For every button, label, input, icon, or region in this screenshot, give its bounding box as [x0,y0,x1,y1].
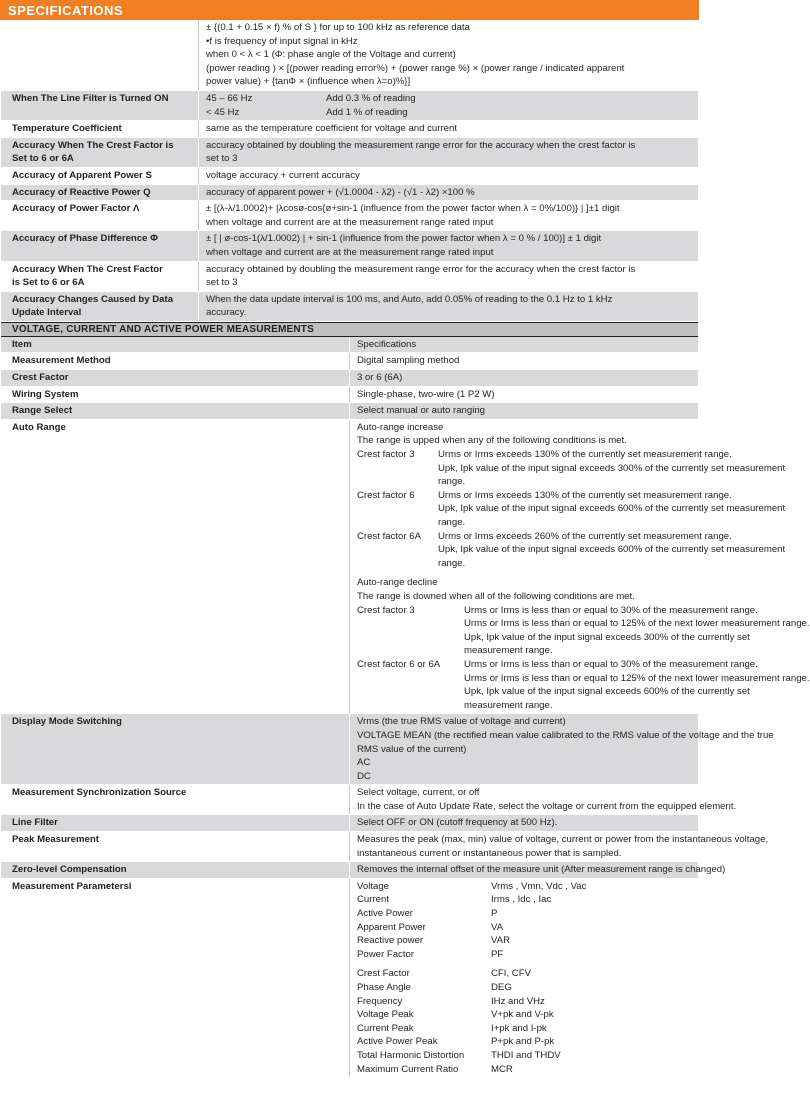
auto-up-condition-line: Urms or Irms exceeds 260% of the currently set measurement range. [438,530,732,542]
parameter [357,934,694,948]
value-line: same as the temperature coefficient for voltage and current [206,123,457,135]
spec-value [350,386,699,403]
parameter-key: Voltage Peak [357,1009,414,1021]
label-line: Accuracy When The Crest Factor is [12,139,174,151]
label-line: Update Interval [12,307,82,319]
spec-row [1,403,698,420]
parameter-line: P [491,908,498,920]
line-filter-condition-line: Add 1 % of reading [326,106,408,118]
spec-value [199,137,699,167]
auto-up-condition-line: range. [438,476,466,488]
parameter-value [491,995,694,1009]
spec-row [1,832,698,862]
label-line: Set to 6 or 6A [12,153,74,165]
label-line: Accuracy Changes Caused by Data [12,293,174,305]
spec-label: Crest Factor [1,370,350,387]
auto-down-condition-line: Upk, Ipk value of the input signal exceeds 600% of the currently set [464,686,750,698]
value-line: 3 or 6 (6A) [357,372,403,384]
auto-up-condition [357,530,786,571]
spec-value [350,370,699,387]
value-line: ± [(λ-λ/1.0002)+ |λcosø-cos{ø+sin-1 (influence from the power factor when λ = 0%/100)} | ]±1 digit [206,203,620,215]
spec-label: Accuracy of Reactive Power Q [1,184,199,201]
intro-line: when 0 < λ < 1 (Φ: phase angle of the Voltage and current) [206,49,456,61]
auto-up-condition [357,448,786,489]
spec-row [1,353,698,370]
parameter-value [491,907,694,921]
auto-up-condition-line: Upk, Ipk value of the input signal exceeds 300% of the currently set measurement [438,462,786,474]
spec-value [199,231,699,261]
auto-down-condition-line: Upk, Ipk value of the input signal exceeds 300% of the currently set [464,631,750,643]
spec-row [1,231,698,261]
parameter-key: Reactive power [357,935,424,947]
spec-label: Range Select [1,403,350,420]
auto-down-condition [357,604,810,658]
spec-label: When The Line Filter is Turned ON [1,90,199,120]
spec-row [1,419,698,713]
parameter-key: Active Power Peak [357,1036,438,1048]
value-line: set to 3 [206,277,238,289]
spec-value [199,167,699,184]
parameter-key: Voltage [357,880,390,892]
spec-row [1,137,698,167]
parameter-line: THDI and THDV [491,1049,561,1061]
label-line: is Set to 6 or 6A [12,277,85,289]
parameter [357,907,694,921]
parameter-value [491,1035,694,1049]
auto-down-intro: The range is downed when all of the following conditions are met. [357,590,635,602]
parameter-key: Maximum Current Ratio [357,1063,459,1075]
spec-value [199,20,699,90]
spec-value [350,785,737,815]
spec-row [1,336,698,353]
auto-down-condition-line: Urms or Irms is less than or equal to 30% of the measurement range. [464,658,758,670]
value-line: accuracy obtained by doubling the measurement range error for the accuracy when the crest factor is [206,263,636,275]
spec-value [350,815,699,832]
parameter [357,1035,694,1049]
parameter-line: MCR [491,1063,513,1075]
value-line: accuracy. [206,307,247,319]
spec-label [1,20,199,90]
spec-row [1,862,698,879]
auto-down-condition-value [464,604,810,658]
parameter-key: Power Factor [357,948,415,960]
auto-up-title: Auto-range increase [357,421,444,433]
intro-line: power value) + {tanΦ × (influence when λ=o)%}] [206,76,411,88]
parameter-value [491,948,694,962]
filter-line: Select OFF or ON (cutoff frequency at 500 Hz). [357,817,558,829]
auto-up-condition-value [438,530,785,571]
parameter-value [491,921,694,935]
line-filter-condition-key: 45 – 66 Hz [206,92,253,104]
auto-down-title: Auto-range decline [357,577,438,589]
spec-label: Auto Range [1,419,350,713]
spec-label [1,261,199,291]
parameter [357,1022,694,1036]
spec-label: Zero-level Compensation [1,862,350,879]
label-line: Accuracy When The Crest Factor [12,263,163,275]
auto-down-condition-line: Urms or Irms is less than or equal to 125% of the next lower measurement range. [464,672,810,684]
spec-value [199,261,699,291]
spec-row [1,90,698,120]
auto-up-condition-line: Upk, Ipk value of the input signal exceeds 600% of the currently set measurement [438,544,786,556]
auto-down-condition-line: measurement range. [464,645,553,657]
auto-up-condition-line: Urms or Irms exceeds 130% of the currently set measurement range. [438,449,732,461]
zero-line: Removes the internal offset of the measure unit (After measurement range is changed) [357,864,726,876]
parameter-line: PF [491,948,504,960]
parameter-line: Irms , Idc , Iac [491,894,552,906]
auto-down-condition-key: Crest factor 3 [357,604,415,616]
display-line: AC [357,757,371,769]
spec-row [1,261,698,291]
intro-line: •f is frequency of input signal in kHz [206,35,358,47]
spec-value [199,121,699,138]
value-line: set to 3 [206,153,238,165]
spec-label: Line Filter [1,815,350,832]
auto-up-condition-line: range. [438,557,466,569]
parameter [357,948,694,962]
value-line: ± [ | ø-cos-1(λ/1.0002) | + sin-1 (influence from the power factor when λ = 0 % / 100)] ± 1 digit [206,233,602,245]
line-filter-condition-value [326,92,694,106]
spec-label: Item [1,336,350,353]
parameter [357,981,694,995]
auto-up-intro: The range is upped when any of the following conditions is met. [357,435,627,447]
spec-value [350,878,699,1077]
auto-up-condition-value [438,448,785,489]
display-line: RMS value of the current) [357,743,467,755]
spec-row [1,167,698,184]
auto-down-condition-line: Urms or Irms is less than or equal to 125% of the next lower measurement range. [464,618,810,630]
parameter-line: P+pk and P-pk [491,1036,555,1048]
parameter-line: VAR [491,935,511,947]
spec-value [350,419,810,713]
auto-up-condition-line: Upk, Ipk value of the input signal exceeds 600% of the currently set measurement [438,503,786,515]
specifications-header: SPECIFICATIONS [0,0,699,20]
parameter-value [491,880,694,894]
intro-line: (power reading ) × [(power reading error%) + (power range %) × (power range / indicated apparent [206,62,625,74]
parameter-value [491,1049,694,1063]
parameter-value [491,981,694,995]
parameter-key: Total Harmonic Distortion [357,1049,465,1061]
spec-label: Peak Measurement [1,832,350,862]
value-line: when voltage and current are at the measurement range rated input [206,216,494,228]
line-filter-condition-key: < 45 Hz [206,106,240,118]
spec-value [199,291,699,321]
parameter [357,967,694,981]
spec-label: Accuracy of Phase Difference Φ [1,231,199,261]
value-line: Single-phase, two-wire (1 P2 W) [357,388,495,400]
spec-label: Accuracy of Power Factor Λ [1,201,199,231]
display-line: DC [357,770,371,782]
parameter-line: CFI, CFV [491,968,531,980]
spec-value [350,353,699,370]
display-line: Vrms (the true RMS value of voltage and current) [357,716,566,728]
auto-down-condition-line: measurement range. [464,699,553,711]
spec-row [1,184,698,201]
spec-label: Measurement Parametersl [1,878,350,1077]
spec-row [1,785,698,815]
auto-up-condition-key: Crest factor 6 [357,489,415,501]
spec-row [1,386,698,403]
spec-row [1,370,698,387]
parameter-key: Phase Angle [357,982,411,993]
line-filter-condition-value [326,106,694,120]
parameter-value [491,1063,694,1077]
value-line: Specifications [357,338,417,350]
parameter [357,1008,694,1022]
parameter-value [491,893,694,907]
auto-up-condition-line: Urms or Irms exceeds 130% of the currently set measurement range. [438,489,732,501]
section-title: VOLTAGE, CURRENT AND ACTIVE POWER MEASUREMENTS [1,322,698,336]
spec-value [199,184,699,201]
parameter [357,880,694,894]
spec-value [199,201,699,231]
auto-up-condition-value [438,489,785,530]
parameter [357,1049,694,1063]
auto-up-condition-key: Crest factor 6A [357,530,421,542]
auto-up-condition-key: Crest factor 3 [357,449,415,461]
spec-value [350,403,699,420]
value-line: voltage accuracy + current accuracy [206,169,360,181]
parameter-key: Crest Factor [357,968,410,980]
parameter-key: Current Peak [357,1022,414,1034]
measurement-table [1,322,810,1078]
parameter-key: Current [357,894,389,906]
spec-row [1,714,698,785]
parameter [357,921,694,935]
spec-row [1,201,698,231]
parameter-line: I+pk and I-pk [491,1022,547,1034]
parameter-line: DEG [491,982,512,993]
auto-down-condition-key: Crest factor 6 or 6A [357,658,441,670]
spec-label: Temperature Coefficient [1,121,199,138]
spec-value [199,90,699,120]
parameter-key: Apparent Power [357,921,426,933]
spec-table [1,20,698,322]
spec-label: Wiring System [1,386,350,403]
display-line: VOLTAGE MEAN (the rectified mean value calibrated to the RMS value of the voltage and the true [357,729,774,741]
value-line: Digital sampling method [357,355,460,367]
spec-label: Measurement Synchronization Source [1,785,350,815]
spec-value [350,714,774,785]
line-filter-condition [206,106,694,120]
spec-label [1,291,199,321]
sync-line: In the case of Auto Update Rate, select the voltage or current from the equipped element. [357,800,737,812]
spec-row [1,815,698,832]
spec-value [350,862,726,879]
parameter-value [491,967,694,981]
spec-label: Display Mode Switching [1,714,350,785]
parameter [357,1063,694,1077]
parameter-line: Vrms , Vmn, Vdc , Vac [491,880,587,892]
parameter-line: IHz and VHz [491,995,545,1007]
value-line: Select manual or auto ranging [357,405,485,417]
parameter [357,995,694,1009]
line-filter-condition [206,92,694,106]
spec-row [1,878,698,1077]
intro-line: ± {(0.1 + 0.15 × f) % of S } for up to 100 kHz as reference data [206,22,470,33]
parameter-key: Frequency [357,995,403,1007]
spec-value [350,336,699,353]
line-filter-condition-line: Add 0.3 % of reading [326,92,416,104]
parameter-line: V+pk and V-pk [491,1009,554,1021]
auto-up-condition-line: range. [438,517,466,528]
spec-label [1,137,199,167]
spec-row [1,291,698,321]
spec-row [1,20,698,90]
auto-down-condition [357,658,810,712]
value-line: when voltage and current are at the measurement range rated input [206,246,494,258]
parameter-key: Active Power [357,908,413,920]
spec-row [1,121,698,138]
parameter-value [491,934,694,948]
peak-line: instantaneous current or instantaneous power that is sampled. [357,847,622,859]
value-line: accuracy of apparent power + (√1.0004 - λ2) - (√1 - λ2) ×100 % [206,186,475,198]
auto-up-condition [357,489,786,530]
section-header [1,322,698,336]
parameter-line: VA [491,921,504,933]
parameter [357,893,694,907]
parameter-value [491,1008,694,1022]
spec-value [350,832,769,862]
value-line: accuracy obtained by doubling the measurement range error for the accuracy when the crest factor is [206,139,636,151]
auto-down-condition-line: Urms or Irms is less than or equal to 30% of the measurement range. [464,604,758,616]
sync-line: Select voltage, current, or off [357,787,480,799]
spec-label: Accuracy of Apparent Power S [1,167,199,184]
value-line: When the data update interval is 100 ms, and Auto, add 0.05% of reading to the 0.1 Hz to 1 kHz [206,293,613,305]
auto-down-condition-value [464,658,810,712]
parameter-value [491,1022,694,1036]
peak-line: Measures the peak (max, min) value of voltage, current or power from the instantaneous voltage, [357,834,769,846]
spec-label: Measurement Method [1,353,350,370]
